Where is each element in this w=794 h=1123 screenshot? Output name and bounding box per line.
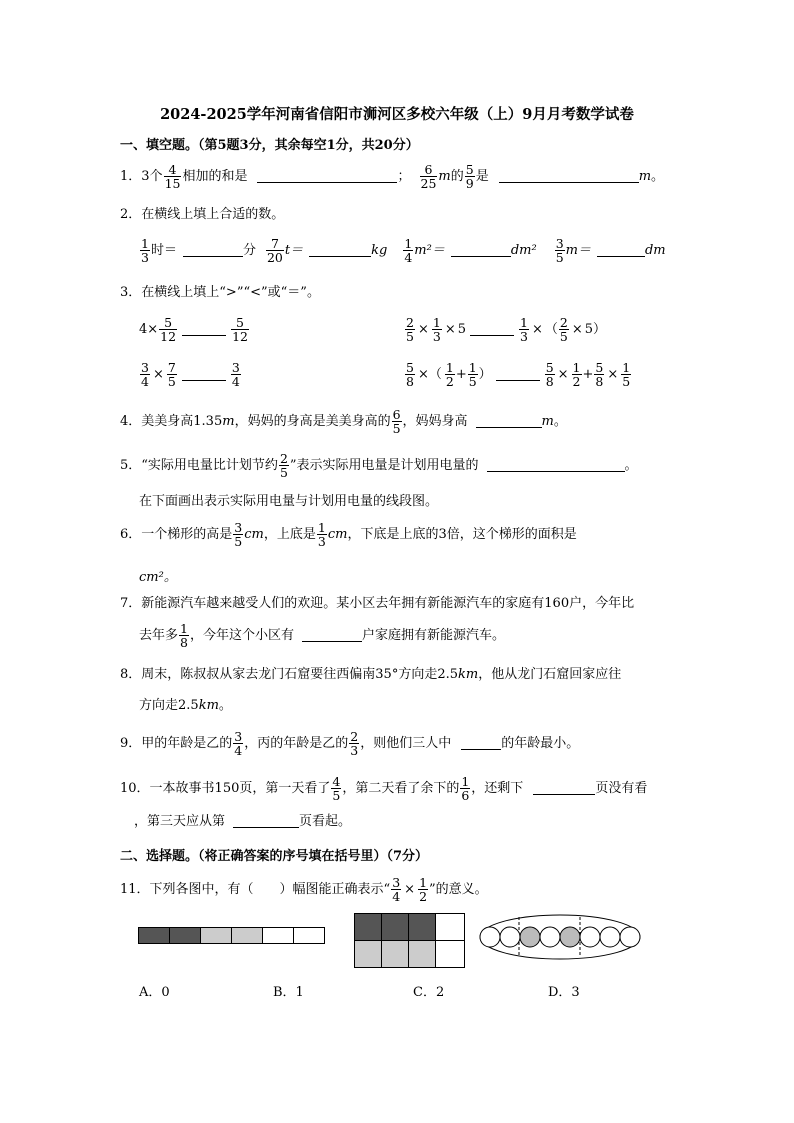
question-4: 4． 美美身高1.35 m ，妈妈的身高是美美身高的 $\frac{6}{5}$ ，妈妈身高 m 。 <box>120 407 567 437</box>
answer-blank[interactable] <box>461 737 501 750</box>
answer-blank[interactable] <box>182 323 226 336</box>
question-3: 3． 在横线上填上“>”“<”或“＝”。 <box>120 285 320 300</box>
question-10-line2: ，第三天应从第 页看起。 <box>134 814 352 829</box>
question-2-items: $\frac{1}{3}$ 时＝ 分 $\frac{7}{20}$ t＝ kg $\frac{1}{4}$ m²＝ dm² $\frac{3}{5}$ m＝ dm <box>141 236 666 266</box>
section-1-heading: 一、填空题。（第5题3分，其余每空1分，共20分） <box>120 138 419 153</box>
figure-strip <box>138 927 328 945</box>
fraction: $\frac{6}{25}$ <box>420 162 437 192</box>
section-2-heading: 二、选择题。（将正确答案的序号填在括号里）（7分） <box>120 849 429 864</box>
answer-blank[interactable] <box>597 244 645 257</box>
answer-blank[interactable] <box>487 459 625 472</box>
option-a[interactable]: A．0 <box>139 985 170 1000</box>
page-title: 2024-2025学年河南省信阳市浉河区多校六年级（上）9月月考数学试卷 <box>160 106 634 123</box>
question-9: 9． 甲的年龄是乙的 $\frac{3}{4}$ ，丙的年龄是乙的 $\frac{2}{3}$ ，则他们三人中 的年龄最小。 <box>120 729 580 759</box>
compare-item-3: $\frac{3}{4}$ × $\frac{7}{5}$ $\frac{3}{4}$ <box>141 360 240 390</box>
question-2: 2． 在横线上填上合适的数。 <box>120 207 285 222</box>
question-7-line2: 去年多 $\frac{1}{8}$ ，今年这个小区有 户家庭拥有新能源汽车。 <box>139 621 505 651</box>
answer-blank[interactable] <box>309 244 371 257</box>
question-6: 6． 一个梯形的高是 $\frac{3}{5}$ cm ，上底是 $\frac{1}{3}$ cm ，下底是上底的3倍，这个梯形的面积是 <box>120 520 577 550</box>
answer-blank[interactable] <box>233 815 299 828</box>
question-5-line2: 在下面画出表示实际用电量与计划用电量的线段图。 <box>139 494 439 509</box>
fraction: $\frac{4}{15}$ <box>164 162 181 192</box>
answer-blank[interactable] <box>499 170 639 183</box>
question-8: 8． 周末，陈叔叔从家去龙门石窟要往西偏南35°方向走2.5 km ，他从龙门石窟回家应往 <box>120 667 622 682</box>
question-6-line2: cm²。 <box>139 570 177 585</box>
answer-blank[interactable] <box>257 170 397 183</box>
answer-blank[interactable] <box>496 368 540 381</box>
question-1: 1． 3个 $\frac{4}{15}$ 相加的和是 ； $\frac{6}{25}$ m 的 $\frac{5}{9}$ 是 m 。 <box>120 162 665 192</box>
option-d[interactable]: D．3 <box>548 985 580 1000</box>
q-number: 1． <box>120 169 142 185</box>
fraction: $\frac{5}{9}$ <box>465 162 474 192</box>
question-10: 10． 一本故事书150页，第一天看了 $\frac{4}{5}$ ，第二天看了余下的 $\frac{1}{6}$ ，还剩下 页没有看 <box>120 774 648 804</box>
option-c[interactable]: C．2 <box>413 985 445 1000</box>
answer-blank[interactable] <box>183 244 243 257</box>
figure-grid <box>354 913 466 969</box>
answer-blank[interactable] <box>302 629 362 642</box>
answer-blank[interactable] <box>476 415 542 428</box>
question-11: 11． 下列各图中，有（ ）幅图能正确表示“ $\frac{3}{4}$ × $\frac{1}{2}$ ”的意义。 <box>120 875 488 905</box>
answer-blank[interactable] <box>533 782 595 795</box>
answer-blank[interactable] <box>182 368 226 381</box>
answer-blank[interactable] <box>451 244 511 257</box>
question-8-line2: 方向走2.5 km 。 <box>139 698 232 713</box>
option-b[interactable]: B．1 <box>273 985 304 1000</box>
question-7: 7． 新能源汽车越来越受人们的欢迎。某小区去年拥有新能源汽车的家庭有160户，今年比 <box>120 596 635 611</box>
question-5: 5． “实际用电量比计划节约 $\frac{2}{5}$ ”表示实际用电量是计划用电量的 。 <box>120 451 638 481</box>
compare-item-1: 4× $\frac{5}{12}$ $\frac{5}{12}$ <box>139 315 248 345</box>
compare-item-4: $\frac{5}{8}$ ×（ $\frac{1}{2}$ + $\frac{1}{5}$ ） $\frac{5}{8}$ × $\frac{1}{2}$ + $\frac{5}{8}$ × $\frac{1}{5}$ <box>406 360 631 390</box>
compare-item-2: $\frac{2}{5}$ × $\frac{1}{3}$ × 5 $\frac{1}{3}$ × （ $\frac{2}{5}$ × 5） <box>406 315 607 345</box>
answer-blank[interactable] <box>470 323 514 336</box>
figure-circles <box>478 913 644 961</box>
